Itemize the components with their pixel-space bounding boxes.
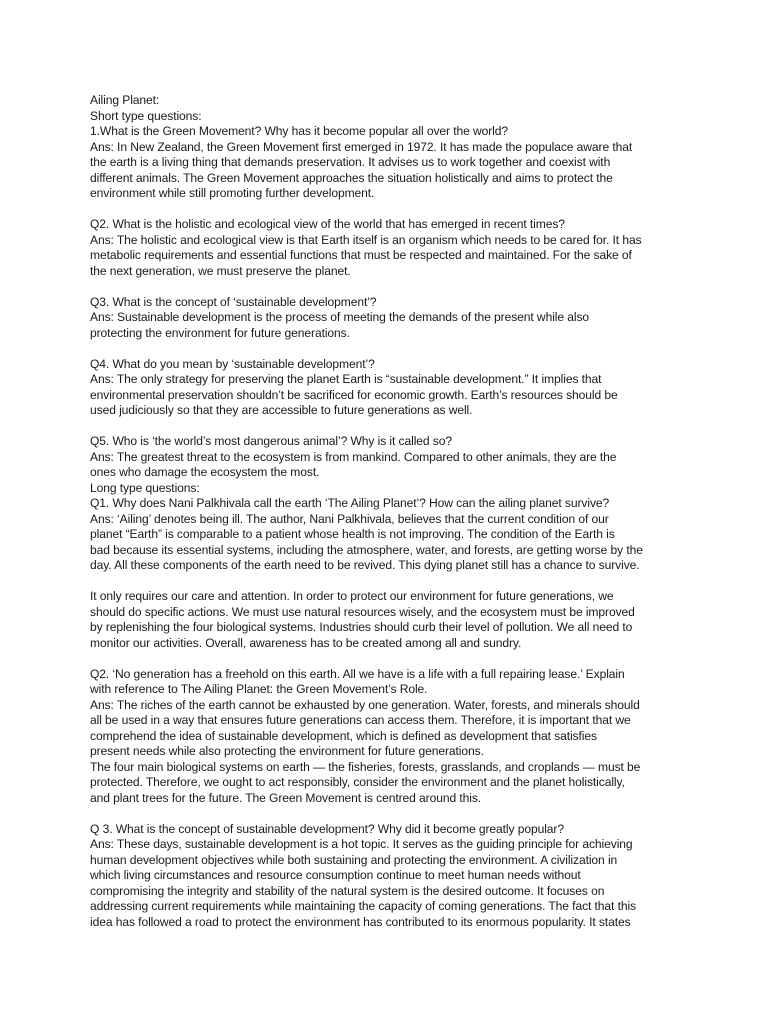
answer-line: Ans: The greatest threat to the ecosystem is from mankind. Compared to other animals, they are the [90, 449, 617, 464]
answer-line: Ans: In New Zealand, the Green Movement first emerged in 1972. It has made the populace aware that [90, 139, 633, 154]
answer-line: compromising the integrity and stability of the natural system is the desired outcome. It focuses on [90, 883, 605, 898]
answer-line: monitor our activities. Overall, awareness has to be created among all and sundry. [90, 635, 522, 650]
qa-block [90, 434, 690, 481]
answer-line: used judiciously so that they are accessible to future generations as well. [90, 403, 473, 417]
answer-line: and plant trees for the future. The Green Movement is centred around this. [90, 790, 482, 805]
answer-line: ones who damage the ecosystem the most. [90, 465, 320, 479]
qa-block [90, 357, 690, 419]
question-text: Q1. Why does Nani Palkhivala call the earth ‘The Ailing Planet’? How can the ailing planet survive? [90, 496, 610, 510]
qa-block [90, 124, 690, 202]
answer-line: Ans: Sustainable development is the process of meeting the demands of the present while also [90, 310, 590, 324]
paragraph-gap [90, 341, 690, 357]
answer-line: all be used in a way that ensures future generations can access them. Therefore, it is important that we [90, 713, 631, 727]
answer-line: It only requires our care and attention. In order to protect our environment for future generations, we [90, 589, 614, 603]
qa-block [90, 667, 690, 807]
answer-line: addressing current requirements while maintaining the capacity of coming generations. The fact that this [90, 899, 636, 913]
short-questions-heading: Short type questions: [90, 108, 202, 123]
document-page [90, 93, 690, 930]
answer-line: Ans: ‘Ailing’ denotes being ill. The author, Nani Palkhivala, believes that the current condition of our [90, 511, 609, 526]
answer-line: present needs while also protecting the environment for future generations. [90, 744, 484, 758]
answer-line: idea has followed a road to protect the environment has contributed to its enormous popularity. It states [90, 914, 631, 929]
answer-line: environmental preservation shouldn’t be sacrificed for economic growth. Earth’s resources should be [90, 387, 618, 402]
question-text: Q 3. What is the concept of sustainable development? Why did it become greatly popular? [90, 821, 564, 836]
paragraph-gap [90, 202, 690, 218]
answer-line: day. All these components of the earth need to be revived. This dying planet still has a chance to survive. [90, 558, 640, 572]
long-questions-section [90, 496, 690, 930]
answer-line: comprehend the idea of sustainable development, which is defined as development that satisfies [90, 728, 597, 743]
document-title: Ailing Planet: [90, 93, 160, 107]
answer-line: Ans: The only strategy for preserving the planet Earth is “sustainable development.” It implies that [90, 372, 602, 386]
question-text: Q4. What do you mean by ‘sustainable development’? [90, 356, 375, 371]
answer-line: Ans: The holistic and ecological view is that Earth itself is an organism which needs to be cared for. It has [90, 232, 642, 247]
paragraph-gap [90, 574, 690, 590]
answer-line: bad because its essential systems, including the atmosphere, water, and forests, are getting worse by the [90, 542, 643, 557]
question-text: with reference to The Ailing Planet: the Green Movement’s Role. [90, 682, 428, 696]
answer-line: metabolic requirements and essential functions that must be respected and maintained. For the sake of [90, 248, 632, 262]
qa-block [90, 295, 690, 342]
answer-line: the earth is a living thing that demands preservation. It advises us to work together and coexist with [90, 155, 611, 169]
answer-line: Ans: These days, sustainable development is a hot topic. It serves as the guiding principle for achieving [90, 837, 633, 851]
answer-line: should do specific actions. We must use natural resources wisely, and the ecosystem must be improved [90, 604, 635, 619]
answer-line: environment while still promoting further development. [90, 186, 375, 200]
short-questions-section [90, 124, 690, 481]
answer-line: different animals. The Green Movement approaches the situation holistically and aims to protect the [90, 170, 613, 185]
answer-line: by replenishing the four biological systems. Industries should curb their level of pollution. We all need to [90, 620, 633, 634]
long-questions-heading: Long type questions: [90, 480, 200, 495]
answer-line: human development objectives while both sustaining and protecting the environment. A civilization in [90, 852, 618, 867]
qa-block [90, 822, 690, 931]
paragraph-gap [90, 419, 690, 435]
question-text: Q5. Who is ‘the world’s most dangerous animal’? Why is it called so? [90, 434, 452, 448]
answer-line: Ans: The riches of the earth cannot be exhausted by one generation. Water, forests, and minerals should [90, 697, 640, 712]
question-text: Q3. What is the concept of ‘sustainable development’? [90, 294, 377, 309]
answer-line: The four main biological systems on earth — the fisheries, forests, grasslands, and croplands — must be [90, 759, 641, 774]
answer-line: protecting the environment for future generations. [90, 325, 350, 340]
question-text: Q2. ‘No generation has a freehold on this earth. All we have is a life with a full repairing lease.’ Explain [90, 666, 625, 681]
answer-line: protected. Therefore, we ought to act responsibly, consider the environment and the planet holistically, [90, 775, 625, 789]
answer-line: planet “Earth” is comparable to a patient whose health is not improving. The condition of the Earth is [90, 527, 615, 541]
question-text: Q2. What is the holistic and ecological view of the world that has emerged in recent times? [90, 217, 565, 231]
qa-block [90, 217, 690, 279]
paragraph-gap [90, 279, 690, 295]
answer-line: which living circumstances and resource consumption continue to meet human needs without [90, 868, 581, 882]
answer-line: the next generation, we must preserve the planet. [90, 263, 351, 278]
qa-block [90, 496, 690, 651]
paragraph-gap [90, 806, 690, 822]
paragraph-gap [90, 651, 690, 667]
question-text: 1.What is the Green Movement? Why has it become popular all over the world? [90, 124, 509, 138]
